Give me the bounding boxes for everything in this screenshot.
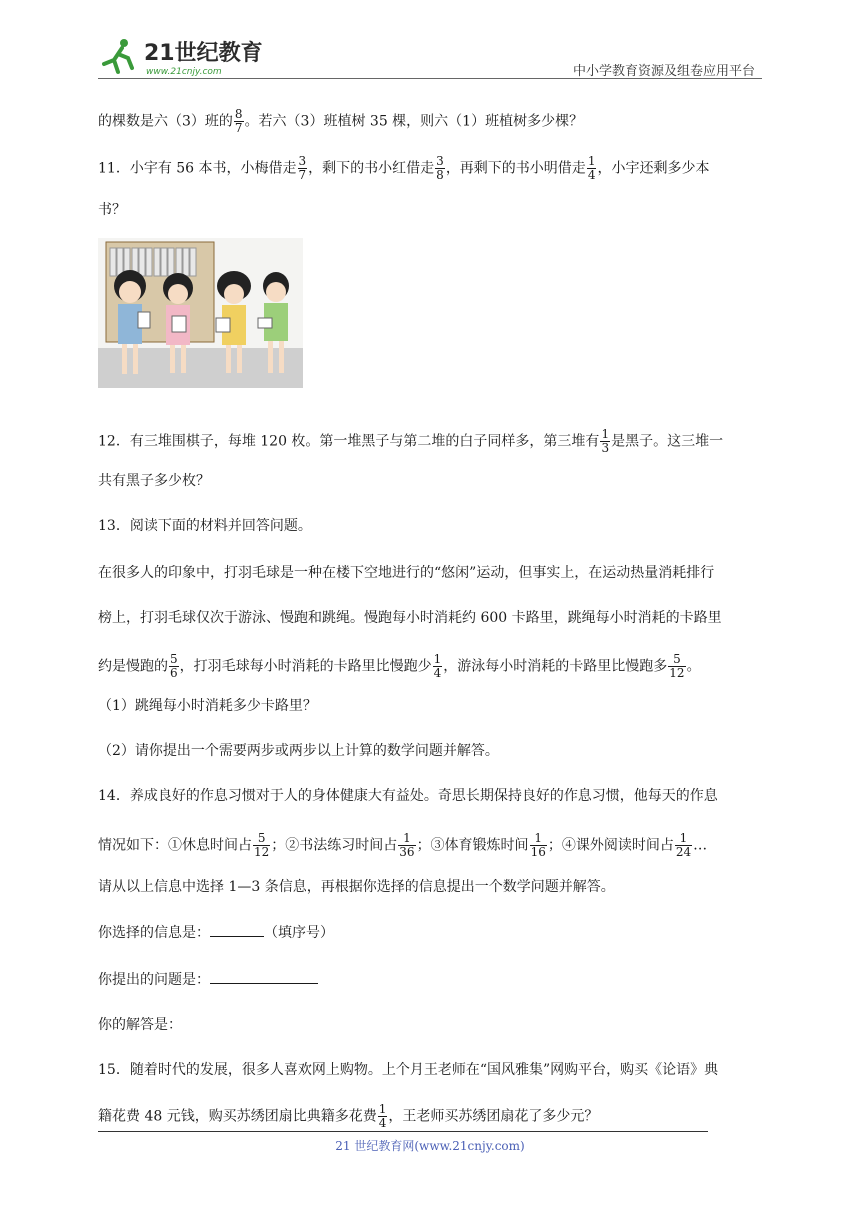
sub-question: （2）请你提出一个需要两步或两步以上计算的数学问题并解答。 (98, 743, 499, 759)
fraction: $\frac{1}{24}$ (675, 831, 692, 859)
children-bookshelf-illustration (98, 238, 303, 388)
text-line: 约是慢跑的 $\frac{5}{6}$ ，打羽毛球每小时消耗的卡路里比慢跑少 $\frac{1}{4}$ ，游泳每小时消耗的卡路里比慢跑多 $\frac{5}{12}$ 。 (98, 652, 701, 680)
sub-question: （1）跳绳每小时消耗多少卡路里？ (98, 698, 317, 714)
question-14: 14．养成良好的作息习惯对于人的身体健康大有益处。奇思长期保持良好的作息习惯，他每天的作息 (98, 788, 718, 804)
text-segment: 的棵数是六（3）班的 (98, 113, 233, 130)
fraction: $\frac{1}{4}$ (378, 1102, 387, 1130)
fraction: $\frac{5}{12}$ (669, 652, 685, 680)
text-line: 共有黑子多少枚？ (98, 473, 210, 489)
fraction: $\frac{1}{36}$ (399, 831, 415, 859)
header-divider (98, 78, 762, 79)
text-line: 你提出的问题是： (98, 969, 318, 990)
text-line: 书？ (98, 202, 126, 218)
logo-text: 21世纪教育 (144, 41, 263, 66)
text-line: 情况如下：①休息时间占 $\frac{5}{12}$ ；②书法练习时间占 $\frac{1}{36}$ ；③体育锻炼时间 $\frac{1}{16}$ ；④课外阅读时间占 $\frac{1}{24}$ … (98, 831, 708, 859)
text-line: 在很多人的印象中，打羽毛球是一种在楼下空地进行的“悠闲”运动，但事实上，在运动热量消耗排行 (98, 565, 715, 581)
footer-divider (98, 1131, 708, 1132)
text-line: 籍花费 48 元钱，购买苏绣团扇比典籍多花费 $\frac{1}{4}$ ，王老师买苏绣团扇花了多少元？ (98, 1102, 599, 1130)
answer-blank[interactable] (210, 922, 264, 937)
fraction: $\frac{3}{7}$ (298, 154, 307, 182)
platform-name: 中小学教育资源及组卷应用平台 (572, 64, 755, 79)
fraction: $\frac{5}{6}$ (170, 652, 178, 680)
footer-link[interactable]: 21 世纪教育网(www.21cnjy.com) (335, 1139, 525, 1153)
text-segment: 。若六（3）班植树 35 棵，则六（1）班植树多少棵？ (244, 113, 584, 130)
question-11: 11．小宇有 56 本书，小梅借走 $\frac{3}{7}$ ，剩下的书小红借走 $\frac{3}{8}$ ，再剩下的书小明借走 $\frac{1}{4}$ ，小宇还剩多少本 (98, 154, 710, 182)
question-13: 13．阅读下面的材料并回答问题。 (98, 518, 312, 534)
fraction: $\frac{8}{7}$ (234, 107, 243, 135)
text-line: 你选择的信息是： （填序号） (98, 922, 334, 943)
fraction: $\frac{1}{3}$ (601, 427, 610, 455)
question-15: 15．随着时代的发展，很多人喜欢网上购物。上个月王老师在“国风雅集”网购平台，购买《论语》典 (98, 1062, 719, 1078)
logo-url: www.21cnjy.com (146, 67, 222, 77)
text-line: 你的解答是： (98, 1017, 182, 1033)
text-line: 请从以上信息中选择 1—3 条信息，再根据你选择的信息提出一个数学问题并解答。 (98, 879, 615, 895)
question-12: 12．有三堆围棋子，每堆 120 枚。第一堆黑子与第二堆的白子同样多，第三堆有 $\frac{1}{3}$ 是黑子。这三堆一 (98, 427, 724, 455)
fraction: $\frac{1}{4}$ (433, 652, 442, 680)
site-logo (96, 34, 266, 78)
runner-icon (104, 39, 132, 72)
fraction: $\frac{5}{12}$ (254, 831, 270, 859)
text-line: 榜上，打羽毛球仅次于游泳、慢跑和跳绳。慢跑每小时消耗约 600 卡路里，跳绳每小时消耗的卡路里 (98, 610, 722, 626)
answer-blank[interactable] (210, 969, 318, 984)
fraction: $\frac{3}{8}$ (436, 154, 444, 182)
fraction: $\frac{1}{4}$ (587, 154, 596, 182)
text-line (98, 108, 583, 135)
fraction: $\frac{1}{16}$ (530, 831, 546, 859)
